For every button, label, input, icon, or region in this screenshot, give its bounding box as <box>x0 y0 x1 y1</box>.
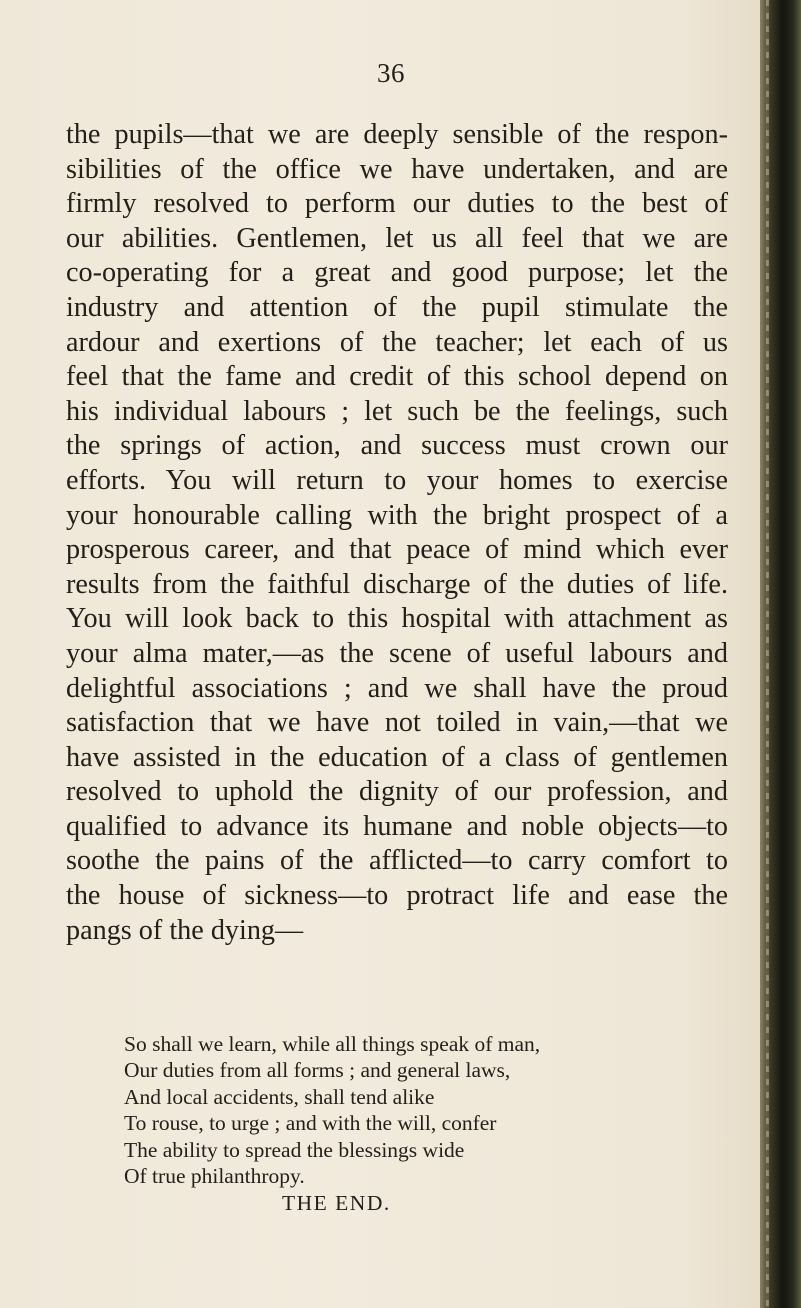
paragraph-line: resolved to uphold the dignity of our profession, and <box>66 776 728 808</box>
poem-line: Our duties from all forms ; and general laws, <box>124 1058 511 1083</box>
poem-line: And local accidents, shall tend alike <box>124 1084 435 1109</box>
paragraph-line: You will look back to this hospital with attachment as <box>66 603 728 635</box>
paragraph-line: satisfaction that we have not toiled in vain,—that we <box>66 707 728 739</box>
paragraph-line: your honourable calling with the bright prospect of a <box>66 499 728 531</box>
paragraph-line: sibilities of the office we have undertaken, and are <box>66 153 728 185</box>
the-end-heading: THE END. <box>282 1191 391 1215</box>
paragraph-line: ardour and exertions of the teacher; let each of us <box>66 326 728 358</box>
poem-quotation <box>124 1031 540 1189</box>
paragraph-line: efforts. You will return to your homes to exercise <box>66 464 728 496</box>
poem-line: So shall we learn, while all things speak of man, <box>124 1032 541 1056</box>
poem-line: Of true philanthropy. <box>124 1164 305 1189</box>
paragraph-line: your alma mater,—as the scene of useful labours and <box>66 637 728 669</box>
body-paragraph <box>66 118 728 948</box>
poem-line: To rouse, to urge ; and with the will, confer <box>124 1111 497 1136</box>
paragraph-line: delightful associations ; and we shall have the proud <box>66 672 728 704</box>
paragraph-line: pangs of the dying— <box>66 914 304 946</box>
paragraph-line: results from the faithful discharge of the duties of life. <box>66 568 728 600</box>
page-number: 36 <box>377 58 405 88</box>
paragraph-line: feel that the fame and credit of this school depend on <box>66 361 728 393</box>
paragraph-line: firmly resolved to perform our duties to the best of <box>66 188 728 220</box>
paragraph-line: soothe the pains of the afflicted—to carry comfort to <box>66 845 728 877</box>
paragraph-line: qualified to advance its humane and noble objects—to <box>66 810 728 842</box>
paragraph-line: the house of sickness—to protract life and ease the <box>66 880 728 912</box>
paragraph-line: the pupils—that we are deeply sensible of the respon- <box>66 119 728 150</box>
paragraph-line: his individual labours ; let such be the feelings, such <box>66 395 728 427</box>
paragraph-line: industry and attention of the pupil stimulate the <box>66 291 728 323</box>
paragraph-line: the springs of action, and success must crown our <box>66 430 728 462</box>
paragraph-line: co-operating for a great and good purpose; let the <box>66 257 728 289</box>
poem-line: The ability to spread the blessings wide <box>124 1137 465 1162</box>
paragraph-line: have assisted in the education of a class of gentlemen <box>66 741 728 773</box>
paragraph-line: prosperous career, and that peace of mind which ever <box>66 534 728 566</box>
book-binding-edge <box>760 0 801 1308</box>
paragraph-line: our abilities. Gentlemen, let us all feel that we are <box>66 222 728 254</box>
